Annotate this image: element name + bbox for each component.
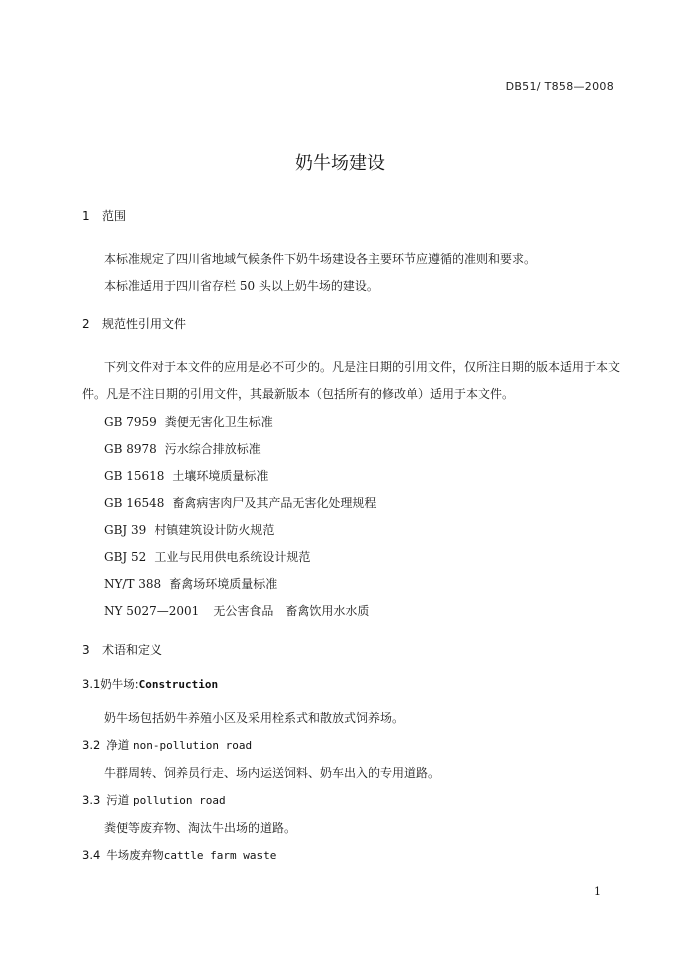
reference-name: 工业与民用供电系统设计规范 <box>154 550 311 564</box>
reference-code: NY 5027—2001 <box>104 604 200 618</box>
subsection-title: 污道 <box>106 793 130 807</box>
section-number: 3 <box>82 643 90 657</box>
reference-name: 畜禽场环境质量标准 <box>169 577 278 591</box>
reference-name: 村镇建筑设计防火规范 <box>154 523 275 537</box>
standard-code: DB51/ T858—2008 <box>505 80 614 93</box>
reference-code: GB 7959 <box>104 415 157 429</box>
subsection-number: 3.1 <box>82 677 101 691</box>
reference-code: GB 15618 <box>104 469 165 483</box>
reference-name: 无公害食品 畜禽饮用水水质 <box>213 604 370 618</box>
subsection-english-term: cattle farm waste <box>163 849 277 862</box>
reference-item <box>104 521 274 538</box>
section-1-paragraph-1: 本标准规定了四川省地域气候条件下奶牛场建设各主要环节应遵循的准则和要求。 <box>104 252 537 266</box>
subsection-3-2-heading <box>82 737 252 753</box>
section-1-heading <box>82 207 126 224</box>
subsection-english-term: pollution road <box>132 794 226 807</box>
subsection-number: 3.3 <box>82 793 101 807</box>
reference-item <box>104 494 376 511</box>
subsection-title: 净道 <box>106 738 130 752</box>
subsection-number: 3.4 <box>82 848 101 862</box>
section-number: 2 <box>82 317 90 331</box>
reference-name: 畜禽病害肉尸及其产品无害化处理规程 <box>172 496 377 510</box>
page-number: 1 <box>594 885 601 898</box>
reference-item <box>104 467 268 484</box>
subsection-3-1-paragraph: 奶牛场包括奶牛养殖小区及采用栓系式和散放式饲养场。 <box>104 711 405 725</box>
subsection-3-4-heading <box>82 847 276 863</box>
reference-item <box>104 413 273 430</box>
reference-item <box>104 548 310 565</box>
reference-item <box>104 602 369 619</box>
section-2-paragraph-line-2: 件。凡是不注日期的引用文件，其最新版本（包括所有的修改单）适用于本文件。 <box>82 387 515 401</box>
section-3-heading <box>82 641 162 658</box>
section-title: 范围 <box>102 209 127 223</box>
section-number: 1 <box>82 209 90 223</box>
section-2-paragraph-line-1: 下列文件对于本文件的应用是必不可少的。凡是注日期的引用文件，仅所注日期的版本适用于本文 <box>104 360 621 374</box>
section-title: 术语和定义 <box>102 643 163 657</box>
subsection-3-3-heading <box>82 792 226 808</box>
reference-name: 粪便无害化卫生标准 <box>164 415 273 429</box>
reference-code: GB 8978 <box>104 442 157 456</box>
subsection-3-3-paragraph: 粪便等废弃物、淘汰牛出场的道路。 <box>104 821 297 835</box>
section-2-heading <box>82 315 186 332</box>
subsection-english-term: Construction <box>138 678 219 691</box>
subsection-3-1-heading <box>82 676 218 692</box>
reference-code: NY/T 388 <box>104 577 162 591</box>
reference-item <box>104 575 277 592</box>
subsection-title: 牛场废弃物 <box>106 848 164 862</box>
section-title: 规范性引用文件 <box>102 317 187 331</box>
section-1-paragraph-2: 本标准适用于四川省存栏 50 头以上奶牛场的建设。 <box>104 279 379 293</box>
reference-name: 污水综合排放标准 <box>164 442 261 456</box>
page-title: 奶牛场建设 <box>295 153 385 174</box>
reference-code: GBJ 39 <box>104 523 147 537</box>
subsection-title: 奶牛场: <box>100 677 139 691</box>
subsection-number: 3.2 <box>82 738 101 752</box>
subsection-3-2-paragraph: 牛群周转、饲养员行走、场内运送饲料、奶车出入的专用道路。 <box>104 766 441 780</box>
reference-item <box>104 440 261 457</box>
reference-name: 土壤环境质量标准 <box>172 469 269 483</box>
subsection-english-term: non-pollution road <box>132 739 253 752</box>
reference-code: GBJ 52 <box>104 550 147 564</box>
reference-code: GB 16548 <box>104 496 165 510</box>
